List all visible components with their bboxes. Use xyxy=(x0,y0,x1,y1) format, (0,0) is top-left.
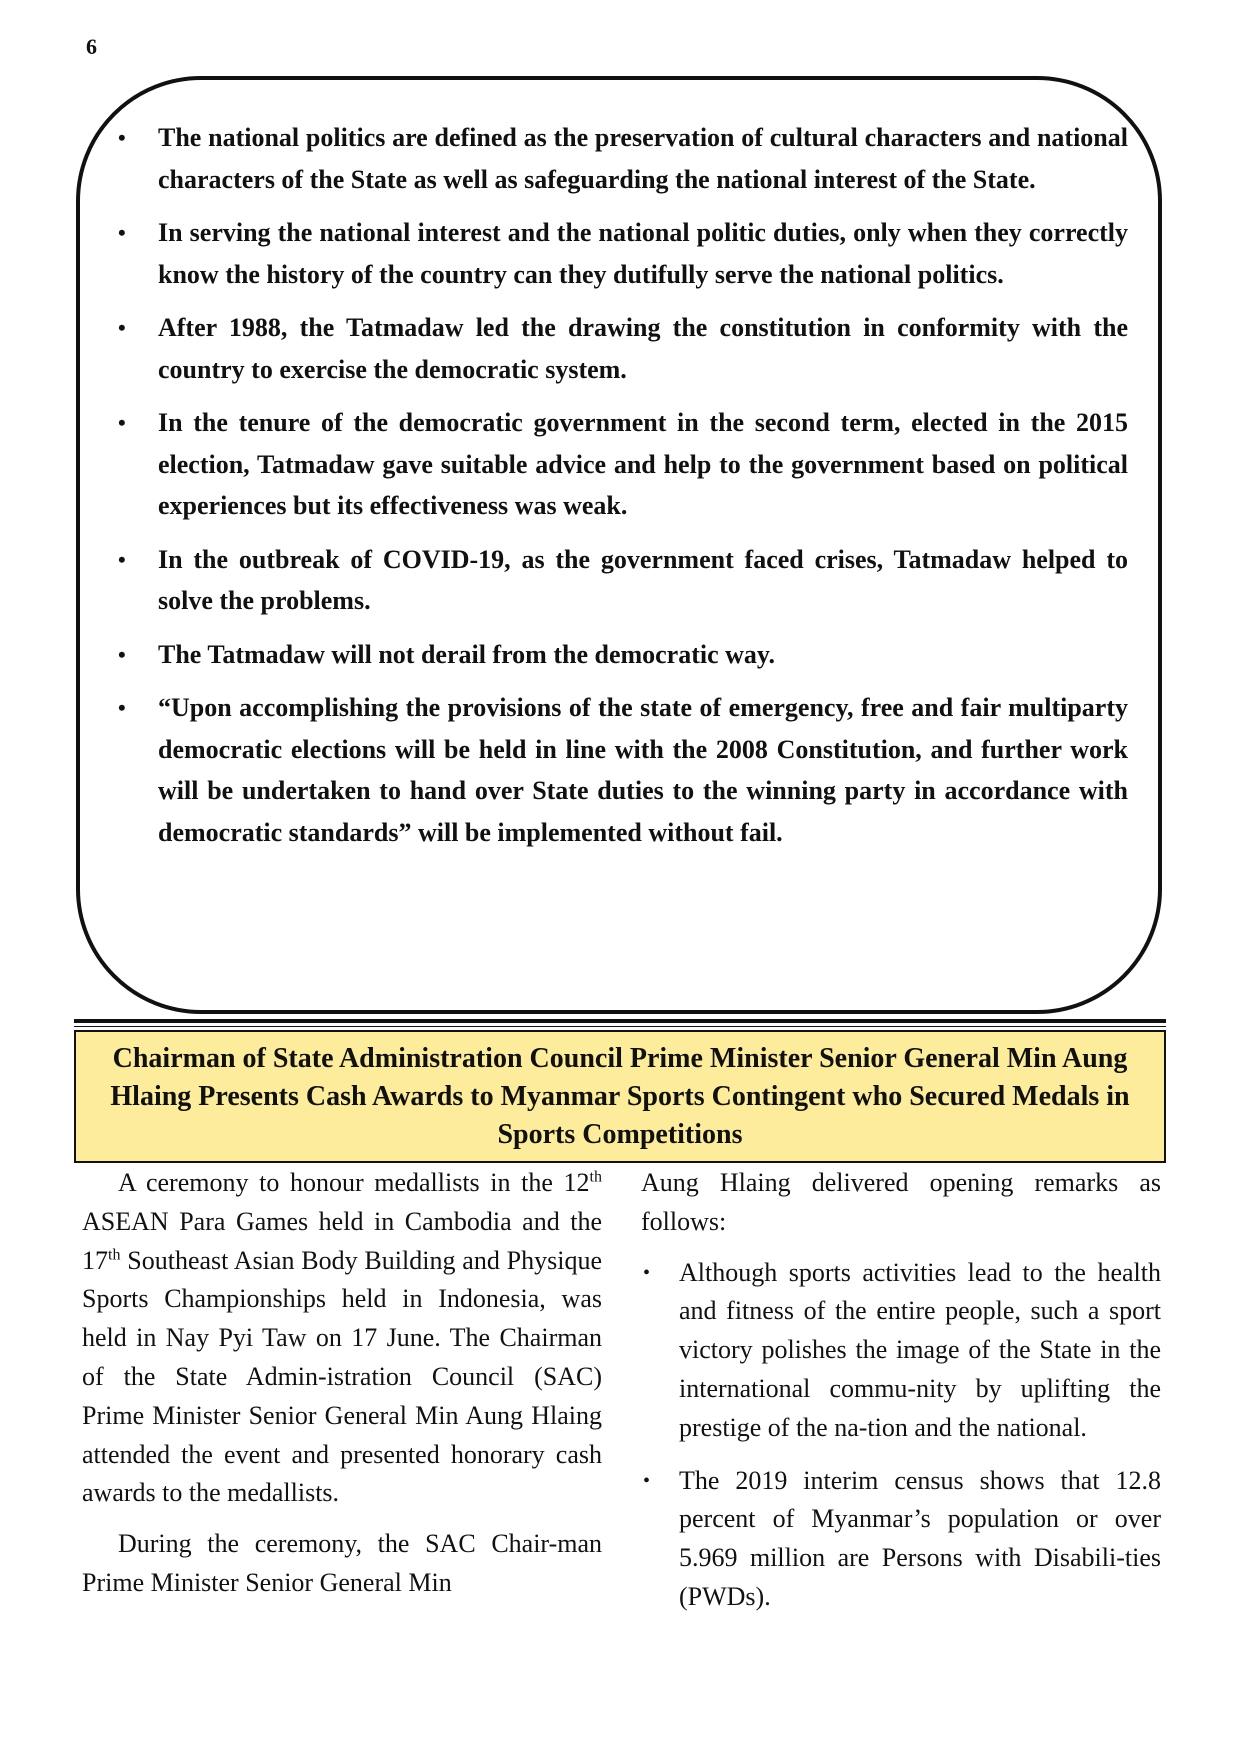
bullet-icon: • xyxy=(118,220,126,245)
list-item xyxy=(118,539,1128,622)
remarks-list xyxy=(641,1254,1161,1617)
article-headline: Chairman of State Administration Council Prime Minister Senior General Min Aung Hlaing Presents Cash Awards to Myanmar Sports Contingent who Secured Medals in Sports Competitions xyxy=(110,1042,1130,1150)
list-item xyxy=(641,1462,1161,1617)
bullet-icon: • xyxy=(118,641,126,667)
list-item xyxy=(118,687,1128,853)
point-text: In serving the national interest and the national politic duties, only when they correctly know the history of the country can they dutifully serve the national politics. xyxy=(158,218,1128,289)
list-item xyxy=(118,117,1128,200)
divider-thin xyxy=(74,1026,1166,1027)
bullet-icon: • xyxy=(118,546,126,572)
article-paragraph: During the ceremony, the SAC Chair-man Prime Minister Senior General Min xyxy=(82,1529,602,1597)
bullet-icon: • xyxy=(643,1261,651,1284)
divider-thick xyxy=(74,1019,1166,1023)
point-text: In the tenure of the democratic government in the second term, elected in the 2015 election, Tatmadaw gave suitable advice and help to the government based on political experiences but its effectiveness was weak. xyxy=(158,408,1128,520)
point-text: The Tatmadaw will not derail from the democratic way. xyxy=(158,639,775,669)
bullet-icon: • xyxy=(118,125,126,150)
point-text: The national politics are defined as the preservation of cultural characters and national characters of the State as well as safeguarding the national interest of the State. xyxy=(158,123,1128,194)
superscript: th xyxy=(589,1168,602,1186)
bullet-icon: • xyxy=(118,695,126,720)
point-text: After 1988, the Tatmadaw led the drawing the constitution in conformity with the country to exercise the democratic system. xyxy=(158,313,1128,384)
text-run: Southeast Asian Body Building and Physique Sports Championships held in Indonesia, was held in Nay Pyi Taw on 17 June. The Chairman of the State Admin-istration Council (SAC) Prime Minister Senior General Min Aung Hlaing attended the event and presented honorary cash awards to the medallists. xyxy=(82,1245,602,1508)
page-number: 6 xyxy=(86,34,97,59)
superscript: th xyxy=(108,1245,121,1263)
bullet-icon: • xyxy=(643,1469,651,1492)
list-item xyxy=(118,634,1128,676)
remark-text: Although sports activities lead to the health and fitness of the entire people, such a sport victory polishes the image of the State in the international commu-nity by uplifting the prestige of the na-tion and the national. xyxy=(679,1257,1161,1442)
article-left-column xyxy=(82,1164,602,1615)
article-headline-box xyxy=(74,1030,1166,1163)
highlight-points-list xyxy=(118,117,1128,865)
text-run: ASEAN Para Games held in Cambodia and the 17 xyxy=(82,1206,602,1275)
bullet-icon: • xyxy=(118,410,126,435)
list-item xyxy=(118,307,1128,390)
article-paragraph: Aung Hlaing delivered opening remarks as follows: xyxy=(641,1168,1161,1236)
list-item xyxy=(118,212,1128,295)
text-run: A ceremony to honour medallists in the 12 xyxy=(118,1168,590,1197)
list-item xyxy=(641,1254,1161,1448)
point-text: “Upon accomplishing the provisions of the state of emergency, free and fair multiparty democratic elections will be held in line with the 2008 Constitution, and further work will be undertaken to hand over State duties to the winning party in accordance with democratic standards” will be implemented without fail. xyxy=(158,693,1128,847)
article-paragraph xyxy=(82,1164,602,1513)
bullet-icon: • xyxy=(118,315,126,340)
list-item xyxy=(118,402,1128,527)
remark-text: The 2019 interim census shows that 12.8 percent of Myanmar’s population or over 5.969 million are Persons with Disabili-ties (PWDs). xyxy=(679,1465,1161,1611)
article-right-column xyxy=(641,1164,1161,1631)
point-text: In the outbreak of COVID-19, as the government faced crises, Tatmadaw helped to solve the problems. xyxy=(158,544,1128,615)
